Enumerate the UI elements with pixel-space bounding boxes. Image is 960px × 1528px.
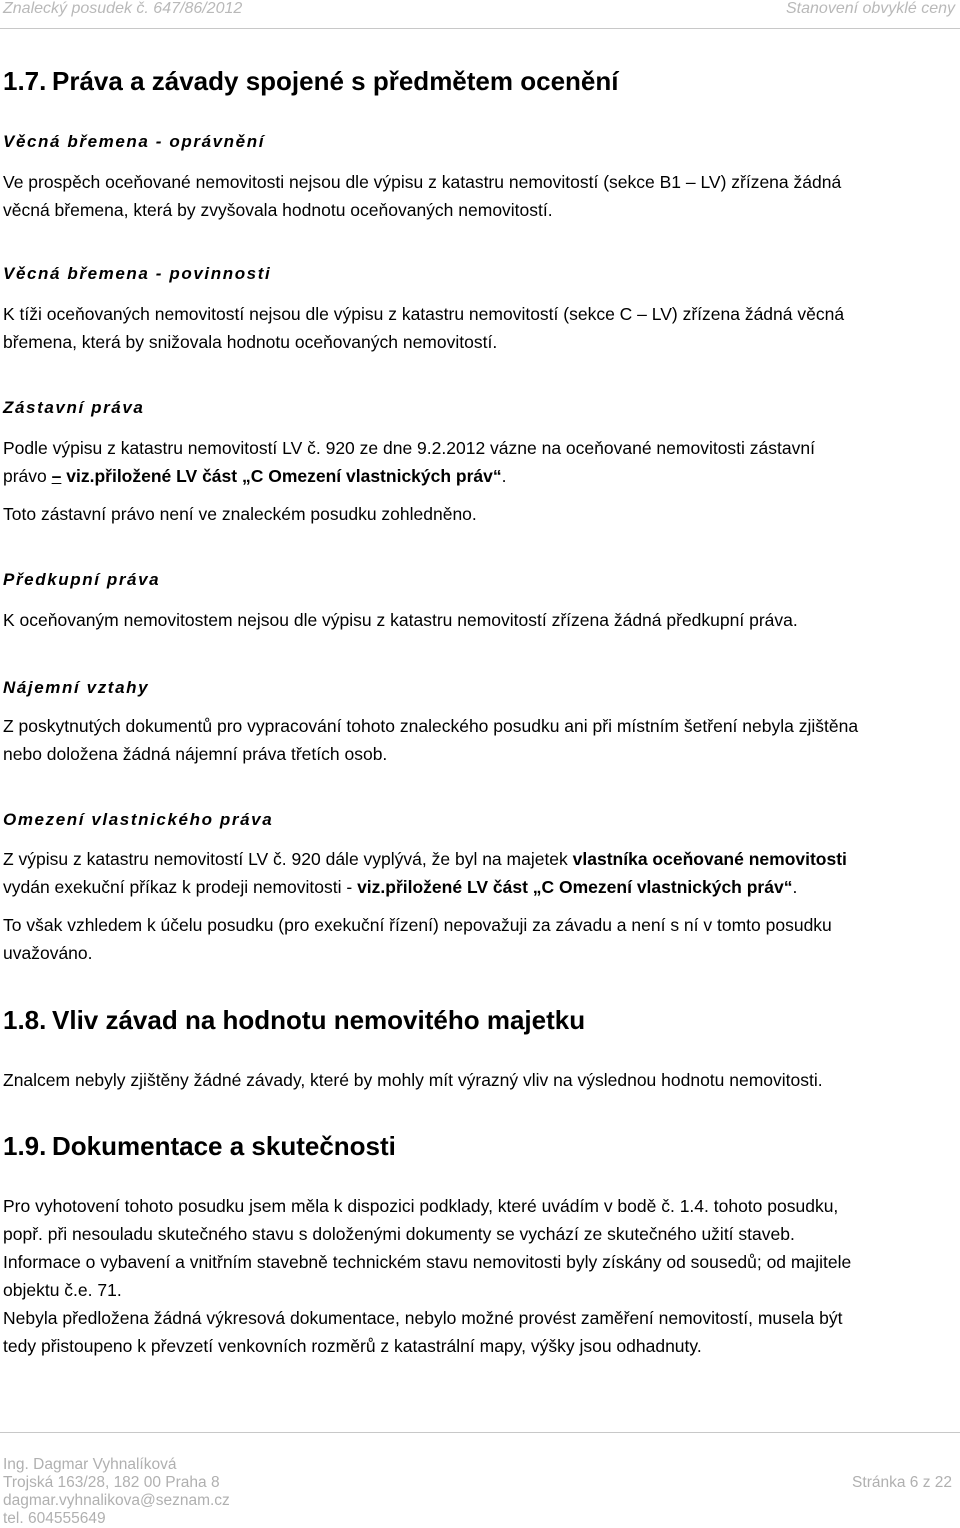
subheading-zastavni-prava: Zástavní práva: [3, 398, 145, 417]
paragraph-zastavni-prava: [3, 434, 957, 490]
footer-phone: tel. 604555649: [3, 1510, 106, 1527]
paragraph-predkupni-prava: K oceňovaným nemovitostem nejsou dle výpisu z katastru nemovitostí zřízena žádná předkupní práva.: [3, 610, 798, 630]
text-line: To však vzhledem k účelu posudku (pro exekuční řízení) nepovažuji za závadu a není s ní v tomto posudku: [3, 915, 832, 935]
footer-address: Trojská 163/28, 182 00 Praha 8: [3, 1474, 220, 1491]
text-run-dash: –: [51, 466, 62, 486]
text-run: .: [792, 877, 798, 897]
section-title: Práva a závady spojené s předmětem ocenění: [52, 66, 619, 96]
text-run: .: [501, 466, 507, 486]
footer-page-number: Stránka 6 z 22: [852, 1474, 952, 1491]
page-header: [3, 0, 957, 28]
text-line: břemena, která by snižovala hodnotu oceňovaných nemovitostí.: [3, 332, 498, 352]
section-1-9-heading: [3, 1131, 957, 1162]
footer-author-name: Ing. Dagmar Vyhnalíková: [3, 1456, 177, 1473]
text-line: K tíži oceňovaných nemovitostí nejsou dle výpisu z katastru nemovitostí (sekce C – LV) zřízena žádná věcná: [3, 304, 845, 324]
paragraph-najemni-vztahy: [3, 712, 957, 768]
text-line: popř. při nesouladu skutečného stavu s doloženými dokumenty se vychází ze skutečného užití staveb.: [3, 1224, 795, 1244]
text-run: Z výpisu z katastru nemovitostí LV č. 920 dále vyplývá, že byl na majetek: [3, 849, 573, 869]
text-line: Informace o vybavení a vnitřním stavebně technickém stavu nemovitosti byly získány od sousedů; od majitele: [3, 1252, 852, 1272]
paragraph-omezeni-poznamka: [3, 911, 957, 967]
section-number: 1.9.: [3, 1131, 47, 1161]
section-title: Vliv závad na hodnotu nemovitého majetku: [52, 1005, 586, 1035]
section-1-8-heading: [3, 1005, 957, 1036]
header-section-title: Stanovení obvyklé ceny: [786, 0, 955, 17]
text-line: uvažováno.: [3, 943, 93, 963]
text-line: [3, 845, 957, 873]
text-line: nebo doložena žádná nájemní práva třetích osob.: [3, 744, 388, 764]
paragraph-dokumentace: [3, 1192, 957, 1360]
subheading-omezeni-vlastnickeho-prava: Omezení vlastnického práva: [3, 810, 274, 829]
text-line: Pro vyhotovení tohoto posudku jsem měla k dispozici podklady, které uvádím v bodě č. 1.4. tohoto posudku,: [3, 1196, 839, 1216]
text-run: vydán exekuční příkaz k prodeji nemovitosti -: [3, 877, 358, 897]
paragraph-vecna-bremena-opravneni: [3, 168, 957, 224]
section-number: 1.7.: [3, 66, 47, 96]
subheading-predkupni-prava: Předkupní práva: [3, 570, 161, 589]
reference-lv-part-c: viz.přiložené LV část „C Omezení vlastnických práv“: [66, 466, 502, 486]
header-document-number: Znalecký posudek č. 647/86/2012: [3, 0, 243, 17]
footer-divider: [0, 1432, 960, 1433]
text-line: věcná břemena, která by zvyšovala hodnotu oceňovaných nemovitostí.: [3, 200, 553, 220]
subheading-vecna-bremena-opravneni: Věcná břemena - oprávnění: [3, 132, 266, 151]
section-1-7-heading: [3, 66, 957, 97]
text-line: [3, 462, 957, 490]
text-line: Z poskytnutých dokumentů pro vypracování tohoto znaleckého posudku ani při místním šetření nebyla zjištěna: [3, 716, 859, 736]
text-run-bold: vlastníka oceňované nemovitosti: [572, 849, 847, 869]
footer-email: dagmar.vyhnalikova@seznam.cz: [3, 1492, 230, 1509]
paragraph-vliv-zavad: Znalcem nebyly zjištěny žádné závady, které by mohly mít výrazný vliv na výslednou hodnotu nemovitosti.: [3, 1070, 823, 1090]
text-line: Podle výpisu z katastru nemovitostí LV č. 920 ze dne 9.2.2012 vázne na oceňované nemovitosti zástavní: [3, 438, 815, 458]
subheading-vecna-bremena-povinnosti: Věcná břemena - povinnosti: [3, 264, 272, 283]
text-line: objektu č.e. 71.: [3, 1280, 122, 1300]
section-title: Dokumentace a skutečnosti: [52, 1131, 396, 1161]
section-number: 1.8.: [3, 1005, 47, 1035]
text-line: Ve prospěch oceňované nemovitosti nejsou dle výpisu z katastru nemovitostí (sekce B1 – LV) zřízena žádná: [3, 172, 842, 192]
paragraph-omezeni-vlastnickeho-prava: [3, 845, 957, 901]
text-run: právo: [3, 466, 52, 486]
subheading-najemni-vztahy: Nájemní vztahy: [3, 678, 150, 697]
text-line: [3, 873, 957, 901]
paragraph-vecna-bremena-povinnosti: [3, 300, 957, 356]
text-line: Nebyla předložena žádná výkresová dokumentace, nebylo možné provést zaměření nemovitostí, musela být: [3, 1308, 843, 1328]
header-divider: [0, 28, 960, 29]
text-line: Toto zástavní právo není ve znaleckém posudku zohledněno.: [3, 504, 477, 524]
reference-lv-part-c: viz.přiložené LV část „C Omezení vlastnických práv“: [357, 877, 793, 897]
text-line: tedy přistoupeno k převzetí venkovních rozměrů z katastrální mapy, výšky jsou odhadnuty.: [3, 1336, 702, 1356]
